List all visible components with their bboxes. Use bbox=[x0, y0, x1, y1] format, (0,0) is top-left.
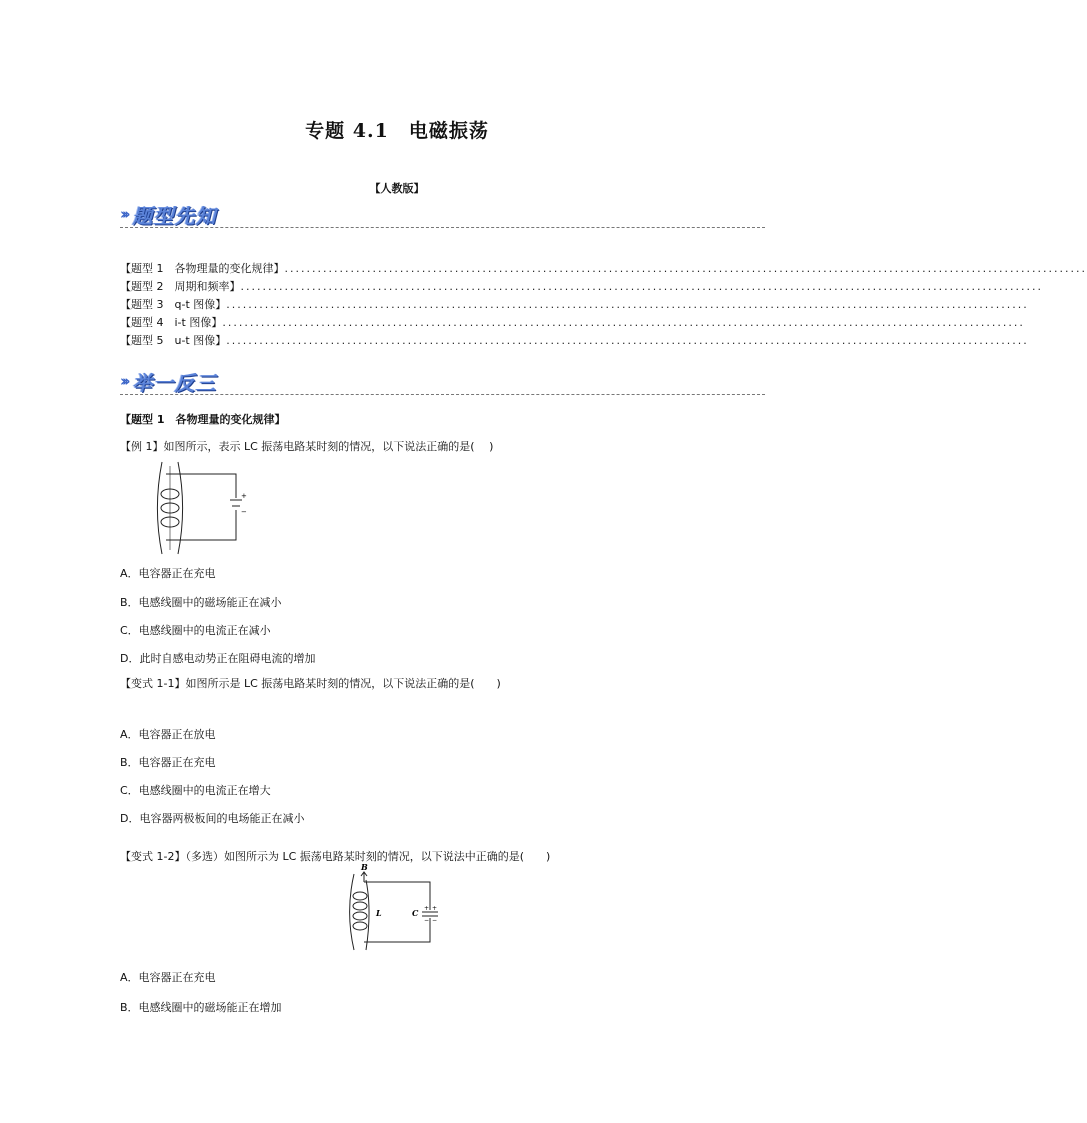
option-a: A．电容器正在充电 bbox=[120, 971, 216, 984]
toc-label: 【题型 1 各物理量的变化规律】 bbox=[120, 262, 285, 275]
toc-row[interactable] bbox=[120, 296, 1029, 314]
divider bbox=[120, 394, 765, 395]
edition-label: 【人教版】 bbox=[369, 182, 425, 195]
banner-type-preview bbox=[120, 201, 217, 227]
toc-label: 【题型 4 i-t 图像】 bbox=[120, 316, 223, 329]
minus-sign: − bbox=[241, 508, 247, 516]
toc-label: 【题型 3 q-t 图像】 bbox=[120, 298, 227, 311]
plus-sign: + bbox=[424, 905, 430, 912]
toc-row[interactable] bbox=[120, 314, 1025, 332]
option-c: C．电感线圈中的电流正在减小 bbox=[120, 624, 271, 637]
toc-label: 【题型 5 u-t 图像】 bbox=[120, 334, 227, 347]
option-a: A．电容器正在放电 bbox=[120, 728, 216, 741]
minus-sign: − bbox=[424, 917, 430, 924]
banner-text: 题型先知 bbox=[132, 203, 217, 228]
banner-examples bbox=[120, 368, 217, 394]
variant-1-1-prompt: 【变式 1-1】如图所示是 LC 振荡电路某时刻的情况，以下说法正确的是( ) bbox=[120, 677, 501, 690]
option-a: A．电容器正在充电 bbox=[120, 567, 216, 580]
option-c: C．电感线圈中的电流正在增大 bbox=[120, 784, 271, 797]
chevron-icon: ››› bbox=[120, 205, 127, 223]
toc-row[interactable] bbox=[120, 332, 1029, 350]
chevron-icon: ››› bbox=[120, 372, 127, 390]
toc-leader: .................................................................................................................................................. bbox=[226, 298, 1029, 311]
lc-circuit-figure-2 bbox=[344, 860, 444, 950]
label-l: L bbox=[376, 908, 382, 918]
page-title: 专题 4.1 电磁振荡 bbox=[305, 120, 489, 142]
variant-1-2-prompt: 【变式 1-2】（多选）如图所示为 LC 振荡电路某时刻的情况，以下说法中正确的是( ) bbox=[120, 850, 551, 863]
label-c: C bbox=[412, 908, 419, 918]
toc-label: 【题型 2 周期和频率】 bbox=[120, 280, 241, 293]
label-b: B bbox=[361, 862, 368, 872]
toc-leader: .................................................................................................................................................. bbox=[240, 280, 1044, 293]
option-b: B．电感线圈中的磁场能正在增加 bbox=[120, 1001, 282, 1014]
plus-sign: + bbox=[432, 905, 438, 912]
toc-row[interactable] bbox=[120, 278, 1044, 296]
option-b: B．电感线圈中的磁场能正在减小 bbox=[120, 596, 282, 609]
lc-circuit-figure-1 bbox=[148, 462, 252, 554]
example-1-prompt: 【例 1】如图所示，表示 LC 振荡电路某时刻的情况，以下说法正确的是( ) bbox=[120, 440, 494, 453]
divider bbox=[120, 227, 765, 228]
table-of-contents bbox=[120, 260, 1087, 350]
toc-row[interactable] bbox=[120, 260, 1087, 278]
option-d: D．电容器两极板间的电场能正在减小 bbox=[120, 812, 305, 825]
option-b: B．电容器正在充电 bbox=[120, 756, 216, 769]
minus-sign: − bbox=[432, 917, 438, 924]
toc-leader: .................................................................................................................................................. bbox=[284, 262, 1087, 275]
banner-text: 举一反三 bbox=[132, 370, 217, 395]
plus-sign: + bbox=[241, 492, 247, 500]
section-heading: 【题型 1 各物理量的变化规律】 bbox=[120, 413, 286, 426]
toc-leader: .................................................................................................................................................. bbox=[222, 316, 1025, 329]
option-d: D．此时自感电动势正在阻碍电流的增加 bbox=[120, 652, 316, 665]
toc-leader: .................................................................................................................................................. bbox=[226, 334, 1029, 347]
